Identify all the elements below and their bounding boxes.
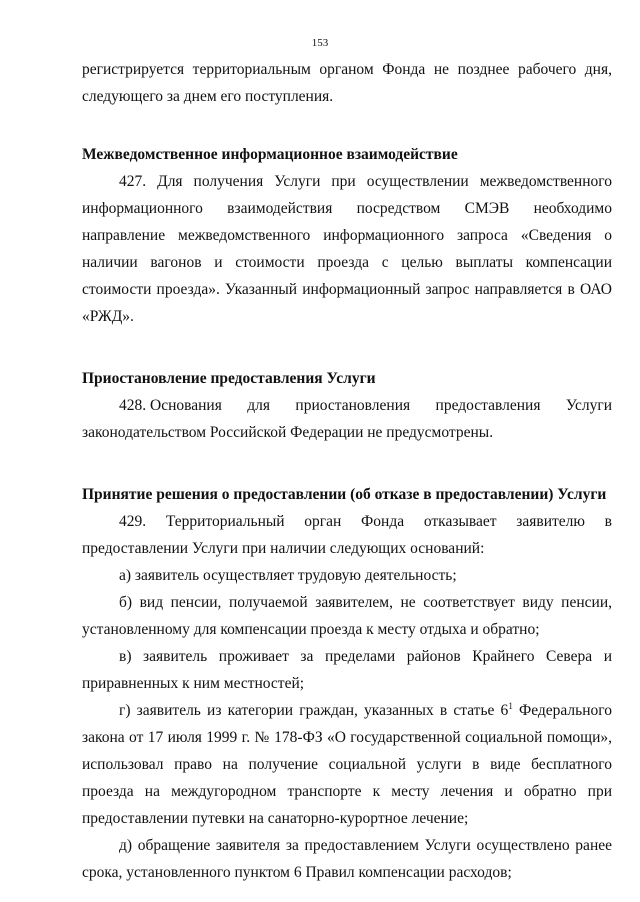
- list-item-d: д) обращение заявителя за предоставлением Услуги осуществлено ранее срока, установленного пунктом 6 Правил компенсации расходов;: [82, 837, 612, 881]
- p428-word-4: предоставления: [435, 397, 541, 414]
- paragraph-427: 427. Для получения Услуги при осуществлении межведомственного информационного взаимодействия посредством СМЭВ необходимо направление межведомственного информационного запроса «Сведения о наличии вагонов и стоимости проезда с целью выплаты компенсации стоимости проезда». Указанный информационный запрос направляется в ОАО «РЖД».: [82, 173, 612, 325]
- page-number: 153: [311, 37, 329, 49]
- list-item-v: в) заявитель проживает за пределами районов Крайнего Севера и приравненных к ним местностей;: [82, 648, 612, 692]
- p428-word-1: 428. Основания: [119, 397, 222, 414]
- document-body: [82, 56, 612, 886]
- section-heading-decision: Принятие решения о предоставлении (об отказе в предоставлении) Услуги: [82, 486, 607, 503]
- list-item-g: [82, 697, 612, 832]
- p428-word-5: Услуги: [565, 397, 612, 414]
- superscript-1: 1: [508, 700, 513, 711]
- list-item-g-start: г) заявитель из категории граждан, указанных в статье 6: [119, 702, 509, 719]
- paragraph-429: 429. Территориальный орган Фонда отказывает заявителю в предоставлении Услуги при наличии следующих оснований:: [82, 513, 612, 557]
- list-item-g-end: Федерального закона от 17 июля 1999 г. № 178-ФЗ «О государственной социальной помощи», использовал право на получение социальной услуги в виде бесплатного проезда на междугородном транспорте к месту лечения и обратно при предоставлении путевки на санаторно-курортное лечение;: [82, 702, 612, 827]
- paragraph-428: [82, 392, 612, 446]
- paragraph-428-first-line: [82, 392, 612, 419]
- section-heading-interagency: Межведомственное информационное взаимодействие: [82, 146, 458, 163]
- section-heading-suspension: Приостановление предоставления Услуги: [82, 370, 376, 387]
- p428-word-3: приостановления: [295, 397, 411, 414]
- list-item-a: а) заявитель осуществляет трудовую деятельность;: [119, 567, 457, 584]
- p428-word-2: для: [247, 397, 271, 414]
- paragraph-intro: регистрируется территориальным органом Фонда не позднее рабочего дня, следующего за днем его поступления.: [82, 61, 612, 105]
- paragraph-428-rest: законодательством Российской Федерации не предусмотрены.: [82, 424, 494, 441]
- list-item-b: б) вид пенсии, получаемой заявителем, не соответствует виду пенсии, установленному для компенсации проезда к месту отдыха и обратно;: [82, 594, 612, 638]
